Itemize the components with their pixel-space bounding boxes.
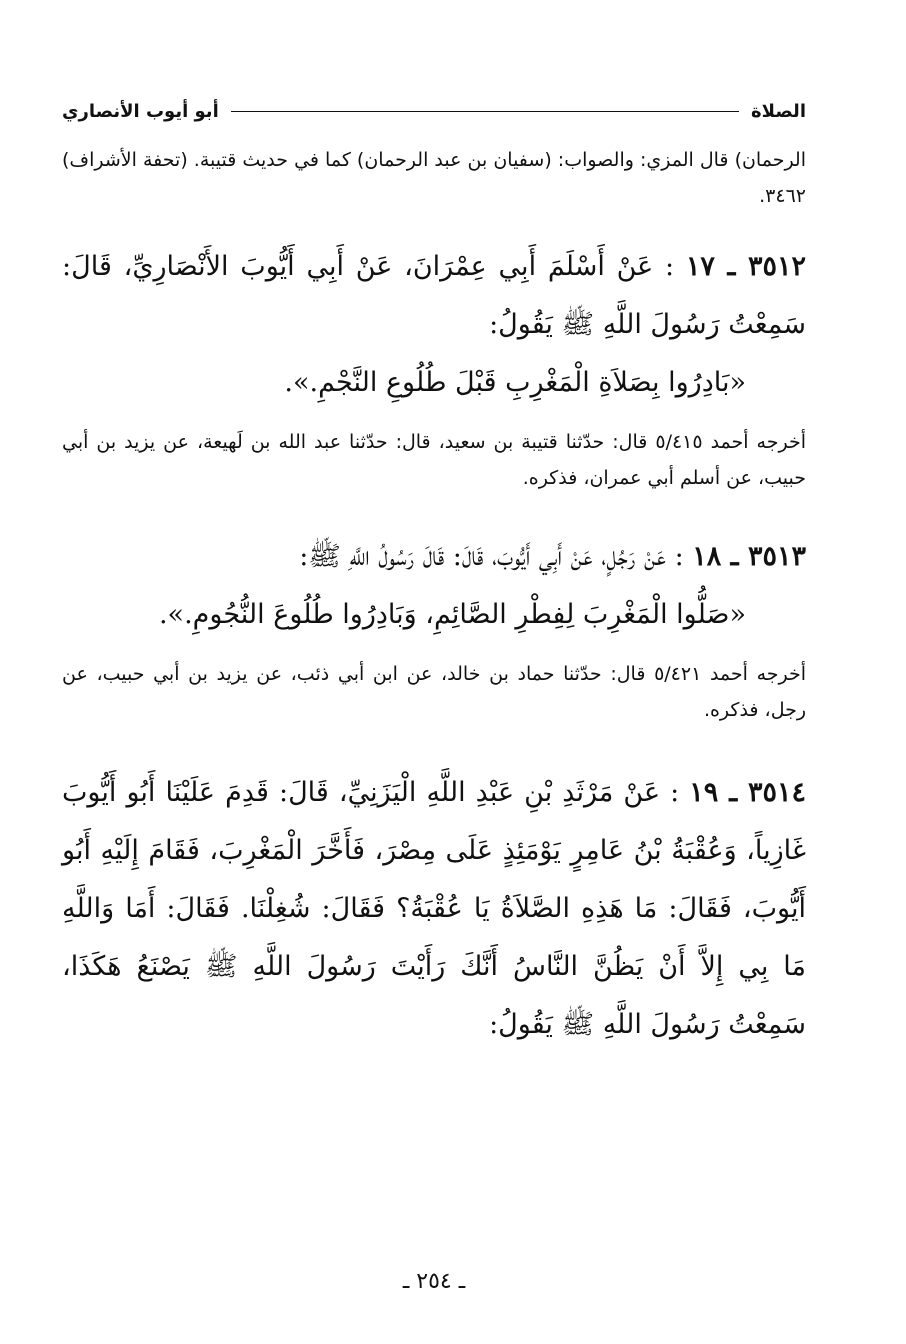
hadith-takhrij: أخرجه أحمد ٥/٤١٥ قال: حدّثنا قتيبة بن سعيد، قال: حدّثنا عبد الله بن لَهيعة، عن يزيد بن أبي حبيب، عن أسلم أبي عمران، فذكره. xyxy=(62,431,807,489)
page xyxy=(62,96,806,1304)
hadith-isnad: ٣٥١٣ ـ ١٨ : عَنْ رَجُلٍ، عَنْ أَبِي أَيُّوبَ، قَالَ: قَالَ رَسُولُ اللَّهِ ﷺ: xyxy=(299,541,806,572)
footnote-continuation: الرحمان) قال المزي: والصواب: (سفيان بن عبد الرحمان) كما في حديث قتيبة. (تحفة الأشراف) ٣٤٦٢. xyxy=(62,149,806,207)
hadith-number: ٣٥١٤ ـ ١٩ xyxy=(689,777,807,808)
hadith-number: ٣٥١٣ ـ ١٨ xyxy=(692,541,806,572)
hadith-isnad-text: عَنْ مَرْثَدِ بْنِ عَبْدِ اللَّهِ الْيَزَنِيِّ، قَالَ: قَدِمَ عَلَيْنَا أَبُو أَيُّوبَ غَازِياً، وَعُقْبَةُ بْنُ عَامِرٍ يَوْمَئِذٍ عَلَى مِصْرَ، فَأَخَّرَ الْمَغْرِبَ، فَقَامَ إِلَيْهِ أَبُو أَيُّوبَ، فَقَالَ: مَا هَذِهِ الصَّلاَةُ يَا عُقْبَةُ؟ فَقَالَ: شُغِلْنَا. فَقَالَ: أَمَا وَاللَّهِ مَا بِي إِلاَّ أَنْ يَظُنَّ النَّاسُ أَنَّكَ رَأَيْتَ رَسُولَ اللَّهِ ﷺ يَصْنَعُ هَكَذَا، سَمِعْتُ رَسُولَ اللَّهِ ﷺ يَقُولُ: xyxy=(62,777,806,1040)
hadith-isnad: ٣٥١٤ ـ ١٩ : عَنْ مَرْثَدِ بْنِ عَبْدِ اللَّهِ الْيَزَنِيِّ، قَالَ: قَدِمَ عَلَيْنَا أَبُو أَيُّوبَ غَازِياً، وَعُقْبَةُ بْنُ عَامِرٍ يَوْمَئِذٍ عَلَى مِصْرَ، فَأَخَّرَ الْمَغْرِبَ، فَقَامَ إِلَيْهِ أَبُو أَيُّوبَ، فَقَالَ: مَا هَذِهِ الصَّلاَةُ يَا عُقْبَةُ؟ فَقَالَ: شُغِلْنَا. فَقَالَ: أَمَا وَاللَّهِ مَا بِي إِلاَّ أَنْ يَظُنَّ النَّاسُ أَنَّكَ رَأَيْتَ رَسُولَ اللَّهِ ﷺ يَصْنَعُ هَكَذَا، سَمِعْتُ رَسُولَ اللَّهِ ﷺ يَقُولُ: xyxy=(62,777,807,1040)
hadith-number: ٣٥١٢ ـ ١٧ xyxy=(685,251,806,282)
hadith-block xyxy=(62,238,806,496)
hadith-isnad-text: عَنْ أَسْلَمَ أَبِي عِمْرَانَ، عَنْ أَبِي أَيُّوبَ الأَنْصَارِيِّ، قَالَ: سَمِعْتُ رَسُولَ اللَّهِ ﷺ يَقُولُ: xyxy=(62,251,806,340)
hadith-matn: «صَلُّوا الْمَغْرِبَ لِفِطْرِ الصَّائِمِ، وَبَادِرُوا طُلُوعَ النُّجُومِ.». xyxy=(158,599,746,630)
header-chapter-title: الصلاة xyxy=(751,100,806,122)
hadith-isnad-text: عَنْ رَجُلٍ، عَنْ أَبِي أَيُّوبَ، قَالَ: قَالَ رَسُولُ اللَّهِ ﷺ: xyxy=(299,541,666,572)
hadith-block xyxy=(62,528,806,728)
hadith-takhrij: أخرجه أحمد ٥/٤٢١ قال: حدّثنا حماد بن خالد، عن ابن أبي ذئب، عن يزيد بن أبي حبيب، عن رجل، فذكره. xyxy=(62,663,807,721)
hadith-matn: «بَادِرُوا بِصَلاَةِ الْمَغْرِبِ قَبْلَ طُلُوعِ النَّجْمِ.». xyxy=(284,367,746,398)
header-rule xyxy=(231,111,739,112)
hadith-isnad: ٣٥١٢ ـ ١٧ : عَنْ أَسْلَمَ أَبِي عِمْرَانَ، عَنْ أَبِي أَيُّوبَ الأَنْصَارِيِّ، قَالَ: سَمِعْتُ رَسُولَ اللَّهِ ﷺ يَقُولُ: xyxy=(62,251,806,340)
page-number: ـ ٢٥٤ ـ xyxy=(402,1269,466,1294)
hadith-block xyxy=(62,764,806,1054)
header-section-title: أبو أيوب الأنصاري xyxy=(62,100,219,122)
running-header xyxy=(62,96,806,126)
